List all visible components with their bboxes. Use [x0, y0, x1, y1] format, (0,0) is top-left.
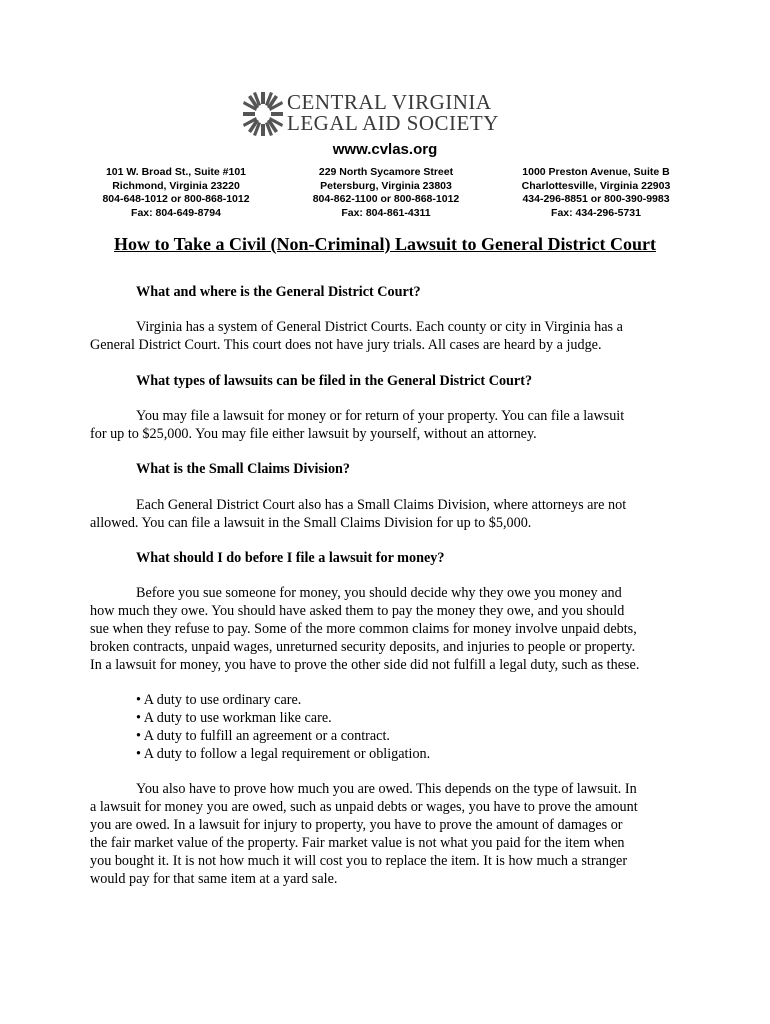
- section-heading-small-claims: What is the Small Claims Division?: [136, 461, 351, 477]
- paragraph-line: General District Court. This court does not have jury trials. All cases are heard by a judge.: [90, 337, 602, 353]
- office-street: 1000 Preston Avenue, Suite B: [522, 166, 670, 178]
- document-title: How to Take a Civil (Non-Criminal) Lawsuit to General District Court: [114, 234, 656, 254]
- legal-duty-list: [136, 691, 430, 763]
- website-link[interactable]: www.cvlas.org: [332, 141, 438, 158]
- office-fax: Fax: 804-649-8794: [131, 206, 221, 219]
- paragraph-line: sue when they refuse to pay. Some of the more common claims for money involve unpaid debts,: [90, 621, 637, 637]
- list-item: • A duty to follow a legal requirement or obligation.: [136, 746, 431, 762]
- office-phone: 804-862-1100 or 800-868-1012: [312, 193, 460, 205]
- paragraph-line: a lawsuit for money you are owed, such as unpaid debts or wages, you have to prove the amount: [90, 799, 638, 815]
- section-heading-lawsuit-types: What types of lawsuits can be filed in the General District Court?: [136, 373, 533, 389]
- office-street: 101 W. Broad St., Suite #101: [105, 166, 247, 178]
- office-city: Charlottesville, Virginia 22903: [521, 179, 671, 192]
- paragraph-amount-owed: [90, 780, 690, 888]
- paragraph-line: how much they owe. You should have asked them to pay the money they owe, and you should: [90, 603, 625, 619]
- list-item: • A duty to use workman like care.: [136, 710, 332, 726]
- paragraph-line: for up to $25,000. You may file either lawsuit by yourself, without an attorney.: [90, 426, 537, 442]
- paragraph-small-claims: [90, 496, 690, 532]
- list-item: • A duty to use ordinary care.: [136, 692, 302, 708]
- paragraph-line: Each General District Court also has a Small Claims Division, where attorneys are not: [136, 497, 627, 513]
- office-city: Richmond, Virginia 23220: [112, 179, 240, 192]
- paragraph-line: the fair market value of the property. Fair market value is not what you paid for the item when: [90, 835, 625, 851]
- office-address-petersburg: [296, 166, 476, 220]
- paragraph-line: You may file a lawsuit for money or for return of your property. You can file a lawsuit: [136, 408, 625, 424]
- paragraph-line: You also have to prove how much you are owed. This depends on the type of lawsuit. In: [136, 781, 637, 797]
- organization-logo: [243, 92, 533, 138]
- section-heading-court: What and where is the General District Court?: [136, 284, 421, 300]
- paragraph-line: you are owed. In a lawsuit for injury to property, you have to prove the amount of damages or: [90, 817, 623, 833]
- office-fax: Fax: 434-296-5731: [551, 206, 641, 219]
- office-phone: 804-648-1012 or 800-868-1012: [102, 193, 250, 205]
- paragraph-court: [90, 318, 690, 354]
- office-street: 229 North Sycamore Street: [318, 166, 454, 178]
- paragraph-before-filing: [90, 584, 690, 674]
- paragraph-line: would pay for that same item at a yard sale.: [90, 871, 338, 887]
- office-address-richmond: [86, 166, 266, 220]
- org-name-line1: CENTRAL VIRGINIA: [287, 90, 492, 114]
- paragraph-line: allowed. You can file a lawsuit in the Small Claims Division for up to $5,000.: [90, 515, 532, 531]
- paragraph-line: Before you sue someone for money, you should decide why they owe you money and: [136, 585, 622, 601]
- paragraph-lawsuit-types: [90, 407, 690, 443]
- office-phone: 434-296-8851 or 800-390-9983: [522, 193, 670, 205]
- office-city: Petersburg, Virginia 23803: [320, 179, 452, 192]
- paragraph-line: In a lawsuit for money, you have to prove the other side did not fulfill a legal duty, such as these.: [90, 657, 640, 673]
- list-item: • A duty to fulfill an agreement or a contract.: [136, 728, 390, 744]
- paragraph-line: broken contracts, unpaid wages, unreturned security deposits, and injuries to people or property.: [90, 639, 636, 655]
- office-address-charlottesville: [506, 166, 686, 220]
- paragraph-line: you bought it. It is not how much it will cost you to replace the item. It is how much a stranger: [90, 853, 628, 869]
- org-name-line2: LEGAL AID SOCIETY: [287, 111, 499, 135]
- section-heading-before-filing: What should I do before I file a lawsuit for money?: [136, 550, 445, 566]
- paragraph-line: Virginia has a system of General District Courts. Each county or city in Virginia has a: [136, 319, 623, 335]
- office-fax: Fax: 804-861-4311: [341, 206, 431, 219]
- starburst-logo-icon: [243, 92, 283, 136]
